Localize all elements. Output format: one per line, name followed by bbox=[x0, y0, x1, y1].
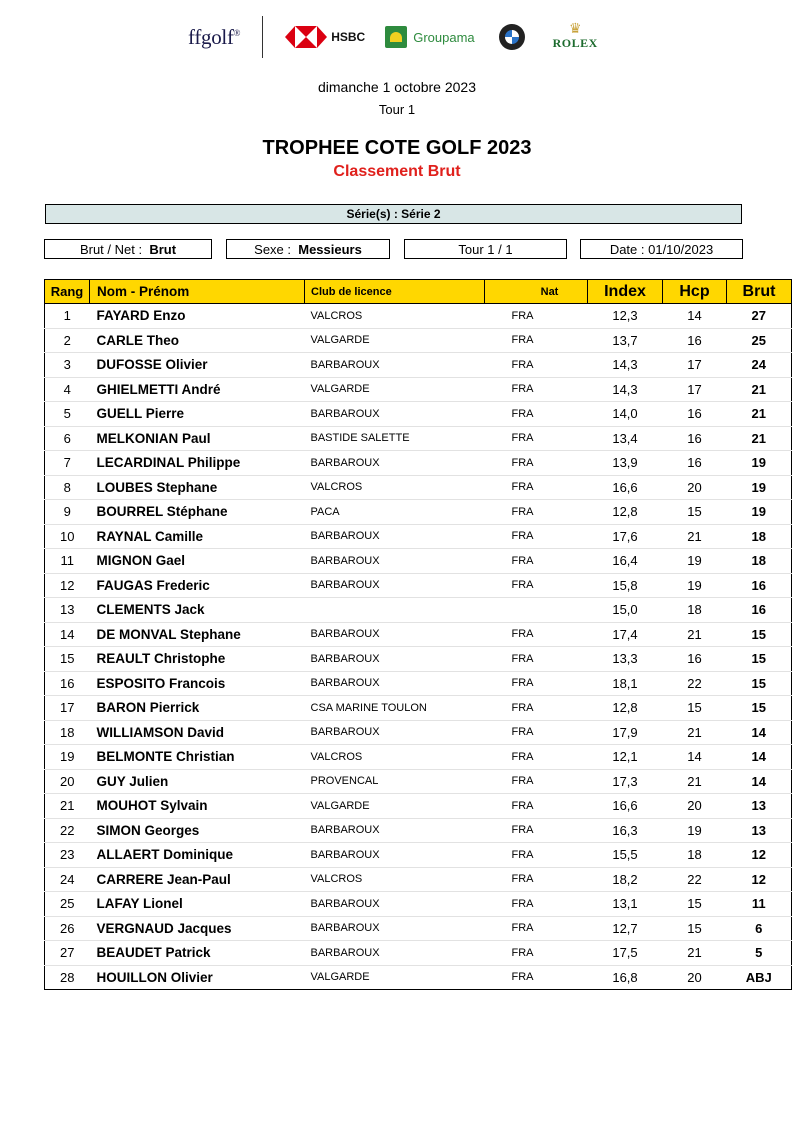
hcp-cell: 22 bbox=[663, 671, 727, 696]
club-cell: BARBAROUX bbox=[305, 941, 485, 966]
index-cell: 16,4 bbox=[588, 549, 663, 574]
col-header-index: Index bbox=[588, 280, 663, 304]
player-name-cell: GUELL Pierre bbox=[90, 402, 305, 427]
nationality-cell: FRA bbox=[485, 647, 588, 672]
nationality-cell: FRA bbox=[485, 818, 588, 843]
results-table bbox=[44, 279, 792, 990]
rank-cell: 22 bbox=[45, 818, 90, 843]
nationality-cell: FRA bbox=[485, 451, 588, 476]
index-cell: 14,3 bbox=[588, 377, 663, 402]
tour-filter: Tour 1 / 1 bbox=[404, 239, 567, 259]
table-row bbox=[45, 941, 792, 966]
brut-score-cell: 6 bbox=[727, 916, 792, 941]
rank-cell: 5 bbox=[45, 402, 90, 427]
table-row bbox=[45, 794, 792, 819]
brut-score-cell: 15 bbox=[727, 671, 792, 696]
hcp-cell: 14 bbox=[663, 304, 727, 329]
nationality-cell: FRA bbox=[485, 745, 588, 770]
player-name-cell: DE MONVAL Stephane bbox=[90, 622, 305, 647]
rank-cell: 27 bbox=[45, 941, 90, 966]
hcp-cell: 20 bbox=[663, 475, 727, 500]
index-cell: 12,8 bbox=[588, 696, 663, 721]
hcp-cell: 18 bbox=[663, 598, 727, 623]
table-row bbox=[45, 549, 792, 574]
index-cell: 14,3 bbox=[588, 353, 663, 378]
table-row bbox=[45, 671, 792, 696]
hcp-cell: 22 bbox=[663, 867, 727, 892]
player-name-cell: FAUGAS Frederic bbox=[90, 573, 305, 598]
index-cell: 17,6 bbox=[588, 524, 663, 549]
nationality-cell: FRA bbox=[485, 328, 588, 353]
rank-cell: 16 bbox=[45, 671, 90, 696]
table-row bbox=[45, 916, 792, 941]
nationality-cell: FRA bbox=[485, 965, 588, 990]
brut-score-cell: 27 bbox=[727, 304, 792, 329]
rank-cell: 25 bbox=[45, 892, 90, 917]
nationality-cell: FRA bbox=[485, 573, 588, 598]
hcp-cell: 19 bbox=[663, 573, 727, 598]
table-row bbox=[45, 745, 792, 770]
player-name-cell: MIGNON Gael bbox=[90, 549, 305, 574]
club-cell: VALGARDE bbox=[305, 794, 485, 819]
nationality-cell: FRA bbox=[485, 402, 588, 427]
brut-score-cell: 25 bbox=[727, 328, 792, 353]
index-cell: 13,1 bbox=[588, 892, 663, 917]
index-cell: 16,6 bbox=[588, 475, 663, 500]
brut-score-cell: 5 bbox=[727, 941, 792, 966]
table-row bbox=[45, 304, 792, 329]
sexe-filter: Sexe : Messieurs bbox=[226, 239, 390, 259]
groupama-logo: Groupama bbox=[385, 26, 474, 48]
index-cell: 15,8 bbox=[588, 573, 663, 598]
brut-score-cell: 21 bbox=[727, 377, 792, 402]
player-name-cell: CARLE Theo bbox=[90, 328, 305, 353]
rank-cell: 23 bbox=[45, 843, 90, 868]
table-row bbox=[45, 573, 792, 598]
nationality-cell: FRA bbox=[485, 353, 588, 378]
index-cell: 13,7 bbox=[588, 328, 663, 353]
nationality-cell: FRA bbox=[485, 475, 588, 500]
nationality-cell bbox=[485, 598, 588, 623]
brut-score-cell: 19 bbox=[727, 475, 792, 500]
hcp-cell: 21 bbox=[663, 941, 727, 966]
rank-cell: 6 bbox=[45, 426, 90, 451]
club-cell: BARBAROUX bbox=[305, 451, 485, 476]
club-cell bbox=[305, 598, 485, 623]
club-cell: VALCROS bbox=[305, 304, 485, 329]
rolex-logo: ♛ ROLEX bbox=[552, 21, 598, 50]
brut-score-cell: 16 bbox=[727, 573, 792, 598]
rank-cell: 17 bbox=[45, 696, 90, 721]
brut-score-cell: 13 bbox=[727, 794, 792, 819]
table-row bbox=[45, 475, 792, 500]
brut-score-cell: 24 bbox=[727, 353, 792, 378]
index-cell: 14,0 bbox=[588, 402, 663, 427]
table-row bbox=[45, 696, 792, 721]
index-cell: 18,1 bbox=[588, 671, 663, 696]
brut-score-cell: 15 bbox=[727, 696, 792, 721]
index-cell: 13,3 bbox=[588, 647, 663, 672]
club-cell: BARBAROUX bbox=[305, 549, 485, 574]
nationality-cell: FRA bbox=[485, 720, 588, 745]
rank-cell: 11 bbox=[45, 549, 90, 574]
rank-cell: 14 bbox=[45, 622, 90, 647]
hcp-cell: 16 bbox=[663, 328, 727, 353]
club-cell: BARBAROUX bbox=[305, 524, 485, 549]
brut-score-cell: 15 bbox=[727, 622, 792, 647]
player-name-cell: BELMONTE Christian bbox=[90, 745, 305, 770]
hcp-cell: 15 bbox=[663, 500, 727, 525]
club-cell: BARBAROUX bbox=[305, 843, 485, 868]
player-name-cell: LOUBES Stephane bbox=[90, 475, 305, 500]
club-cell: VALCROS bbox=[305, 867, 485, 892]
hcp-cell: 21 bbox=[663, 720, 727, 745]
nationality-cell: FRA bbox=[485, 377, 588, 402]
rank-cell: 1 bbox=[45, 304, 90, 329]
table-row bbox=[45, 377, 792, 402]
player-name-cell: GHIELMETTI André bbox=[90, 377, 305, 402]
hcp-cell: 16 bbox=[663, 402, 727, 427]
hcp-cell: 14 bbox=[663, 745, 727, 770]
table-row bbox=[45, 769, 792, 794]
brut-score-cell: 13 bbox=[727, 818, 792, 843]
table-row bbox=[45, 818, 792, 843]
index-cell: 12,8 bbox=[588, 500, 663, 525]
table-row bbox=[45, 451, 792, 476]
player-name-cell: MOUHOT Sylvain bbox=[90, 794, 305, 819]
player-name-cell: BOURREL Stéphane bbox=[90, 500, 305, 525]
hcp-cell: 17 bbox=[663, 377, 727, 402]
col-header-nat: Nat bbox=[485, 280, 588, 304]
nationality-cell: FRA bbox=[485, 524, 588, 549]
hsbc-logo: HSBC bbox=[285, 26, 365, 48]
rank-cell: 12 bbox=[45, 573, 90, 598]
club-cell: PROVENCAL bbox=[305, 769, 485, 794]
nationality-cell: FRA bbox=[485, 500, 588, 525]
brut-score-cell: 14 bbox=[727, 720, 792, 745]
club-cell: BARBAROUX bbox=[305, 671, 485, 696]
club-cell: BARBAROUX bbox=[305, 818, 485, 843]
rank-cell: 26 bbox=[45, 916, 90, 941]
hcp-cell: 20 bbox=[663, 965, 727, 990]
table-row bbox=[45, 500, 792, 525]
col-header-club: Club de licence bbox=[305, 280, 485, 304]
club-cell: BARBAROUX bbox=[305, 573, 485, 598]
player-name-cell: RAYNAL Camille bbox=[90, 524, 305, 549]
player-name-cell: REAULT Christophe bbox=[90, 647, 305, 672]
table-header-row bbox=[45, 280, 792, 304]
club-cell: VALGARDE bbox=[305, 328, 485, 353]
index-cell: 15,5 bbox=[588, 843, 663, 868]
index-cell: 18,2 bbox=[588, 867, 663, 892]
player-name-cell: ESPOSITO Francois bbox=[90, 671, 305, 696]
brut-score-cell: 16 bbox=[727, 598, 792, 623]
index-cell: 16,8 bbox=[588, 965, 663, 990]
index-cell: 17,3 bbox=[588, 769, 663, 794]
index-cell: 17,9 bbox=[588, 720, 663, 745]
player-name-cell: BARON Pierrick bbox=[90, 696, 305, 721]
nationality-cell: FRA bbox=[485, 769, 588, 794]
brut-score-cell: ABJ bbox=[727, 965, 792, 990]
club-cell: BARBAROUX bbox=[305, 720, 485, 745]
sponsor-logos bbox=[166, 12, 636, 62]
nationality-cell: FRA bbox=[485, 696, 588, 721]
index-cell: 13,4 bbox=[588, 426, 663, 451]
club-cell: VALGARDE bbox=[305, 965, 485, 990]
rank-cell: 8 bbox=[45, 475, 90, 500]
index-cell: 17,5 bbox=[588, 941, 663, 966]
nationality-cell: FRA bbox=[485, 549, 588, 574]
brut-score-cell: 12 bbox=[727, 843, 792, 868]
nationality-cell: FRA bbox=[485, 304, 588, 329]
event-round: Tour 1 bbox=[378, 102, 416, 117]
hcp-cell: 21 bbox=[663, 769, 727, 794]
index-cell: 13,9 bbox=[588, 451, 663, 476]
player-name-cell: LAFAY Lionel bbox=[90, 892, 305, 917]
player-name-cell: GUY Julien bbox=[90, 769, 305, 794]
hcp-cell: 16 bbox=[663, 451, 727, 476]
hcp-cell: 18 bbox=[663, 843, 727, 868]
player-name-cell: CARRERE Jean-Paul bbox=[90, 867, 305, 892]
hcp-cell: 16 bbox=[663, 647, 727, 672]
nationality-cell: FRA bbox=[485, 843, 588, 868]
table-row bbox=[45, 843, 792, 868]
col-header-rang: Rang bbox=[45, 280, 90, 304]
hcp-cell: 15 bbox=[663, 916, 727, 941]
page-subtitle: Classement Brut bbox=[333, 163, 461, 180]
player-name-cell: VERGNAUD Jacques bbox=[90, 916, 305, 941]
player-name-cell: SIMON Georges bbox=[90, 818, 305, 843]
player-name-cell: DUFOSSE Olivier bbox=[90, 353, 305, 378]
table-row bbox=[45, 867, 792, 892]
index-cell: 16,6 bbox=[588, 794, 663, 819]
index-cell: 12,3 bbox=[588, 304, 663, 329]
nationality-cell: FRA bbox=[485, 867, 588, 892]
brut-score-cell: 15 bbox=[727, 647, 792, 672]
col-header-nom: Nom - Prénom bbox=[90, 280, 305, 304]
rank-cell: 24 bbox=[45, 867, 90, 892]
table-row bbox=[45, 647, 792, 672]
index-cell: 12,1 bbox=[588, 745, 663, 770]
hcp-cell: 19 bbox=[663, 549, 727, 574]
club-cell: VALCROS bbox=[305, 745, 485, 770]
brut-score-cell: 21 bbox=[727, 426, 792, 451]
index-cell: 16,3 bbox=[588, 818, 663, 843]
table-row bbox=[45, 622, 792, 647]
club-cell: VALGARDE bbox=[305, 377, 485, 402]
player-name-cell: MELKONIAN Paul bbox=[90, 426, 305, 451]
club-cell: BARBAROUX bbox=[305, 622, 485, 647]
brut-score-cell: 18 bbox=[727, 524, 792, 549]
rank-cell: 21 bbox=[45, 794, 90, 819]
player-name-cell: FAYARD Enzo bbox=[90, 304, 305, 329]
event-date: dimanche 1 octobre 2023 bbox=[318, 79, 476, 95]
hcp-cell: 15 bbox=[663, 892, 727, 917]
page-title: TROPHEE COTE GOLF 2023 bbox=[262, 137, 532, 159]
rank-cell: 13 bbox=[45, 598, 90, 623]
nationality-cell: FRA bbox=[485, 426, 588, 451]
brut-score-cell: 19 bbox=[727, 451, 792, 476]
series-banner: Série(s) : Série 2 bbox=[45, 204, 742, 224]
index-cell: 17,4 bbox=[588, 622, 663, 647]
rank-cell: 7 bbox=[45, 451, 90, 476]
rank-cell: 20 bbox=[45, 769, 90, 794]
player-name-cell: ALLAERT Dominique bbox=[90, 843, 305, 868]
player-name-cell: HOUILLON Olivier bbox=[90, 965, 305, 990]
player-name-cell: CLEMENTS Jack bbox=[90, 598, 305, 623]
date-filter: Date : 01/10/2023 bbox=[580, 239, 743, 259]
club-cell: BARBAROUX bbox=[305, 353, 485, 378]
club-cell: BARBAROUX bbox=[305, 647, 485, 672]
table-row bbox=[45, 402, 792, 427]
rank-cell: 3 bbox=[45, 353, 90, 378]
club-cell: BASTIDE SALETTE bbox=[305, 426, 485, 451]
brut-score-cell: 11 bbox=[727, 892, 792, 917]
club-cell: VALCROS bbox=[305, 475, 485, 500]
club-cell: PACA bbox=[305, 500, 485, 525]
player-name-cell: LECARDINAL Philippe bbox=[90, 451, 305, 476]
nationality-cell: FRA bbox=[485, 794, 588, 819]
hcp-cell: 19 bbox=[663, 818, 727, 843]
hcp-cell: 17 bbox=[663, 353, 727, 378]
table-row bbox=[45, 598, 792, 623]
rank-cell: 15 bbox=[45, 647, 90, 672]
nationality-cell: FRA bbox=[485, 671, 588, 696]
table-row bbox=[45, 720, 792, 745]
rank-cell: 19 bbox=[45, 745, 90, 770]
brut-score-cell: 19 bbox=[727, 500, 792, 525]
brut-score-cell: 14 bbox=[727, 745, 792, 770]
club-cell: BARBAROUX bbox=[305, 892, 485, 917]
brut-score-cell: 21 bbox=[727, 402, 792, 427]
table-row bbox=[45, 353, 792, 378]
club-cell: BARBAROUX bbox=[305, 916, 485, 941]
brut-score-cell: 14 bbox=[727, 769, 792, 794]
brut-score-cell: 12 bbox=[727, 867, 792, 892]
rank-cell: 2 bbox=[45, 328, 90, 353]
player-name-cell: BEAUDET Patrick bbox=[90, 941, 305, 966]
index-cell: 12,7 bbox=[588, 916, 663, 941]
brut-score-cell: 18 bbox=[727, 549, 792, 574]
brut-net-filter: Brut / Net : Brut bbox=[44, 239, 212, 259]
hcp-cell: 20 bbox=[663, 794, 727, 819]
crown-icon: ♛ bbox=[568, 21, 582, 37]
groupama-icon bbox=[385, 26, 407, 48]
col-header-hcp: Hcp bbox=[663, 280, 727, 304]
rank-cell: 4 bbox=[45, 377, 90, 402]
table-row bbox=[45, 426, 792, 451]
table-row bbox=[45, 892, 792, 917]
rank-cell: 28 bbox=[45, 965, 90, 990]
ffgolf-logo: ffgolf® bbox=[188, 24, 241, 49]
rank-cell: 18 bbox=[45, 720, 90, 745]
nationality-cell: FRA bbox=[485, 941, 588, 966]
rank-cell: 10 bbox=[45, 524, 90, 549]
player-name-cell: WILLIAMSON David bbox=[90, 720, 305, 745]
rank-cell: 9 bbox=[45, 500, 90, 525]
club-cell: CSA MARINE TOULON bbox=[305, 696, 485, 721]
hcp-cell: 15 bbox=[663, 696, 727, 721]
hcp-cell: 21 bbox=[663, 622, 727, 647]
logo-divider bbox=[262, 16, 263, 58]
hcp-cell: 21 bbox=[663, 524, 727, 549]
nationality-cell: FRA bbox=[485, 622, 588, 647]
hcp-cell: 16 bbox=[663, 426, 727, 451]
index-cell: 15,0 bbox=[588, 598, 663, 623]
table-row bbox=[45, 965, 792, 990]
bmw-logo-icon bbox=[499, 24, 525, 50]
nationality-cell: FRA bbox=[485, 916, 588, 941]
nationality-cell: FRA bbox=[485, 892, 588, 917]
table-row bbox=[45, 524, 792, 549]
col-header-brut: Brut bbox=[727, 280, 792, 304]
table-row bbox=[45, 328, 792, 353]
club-cell: BARBAROUX bbox=[305, 402, 485, 427]
hsbc-hexagon-icon bbox=[285, 26, 327, 48]
